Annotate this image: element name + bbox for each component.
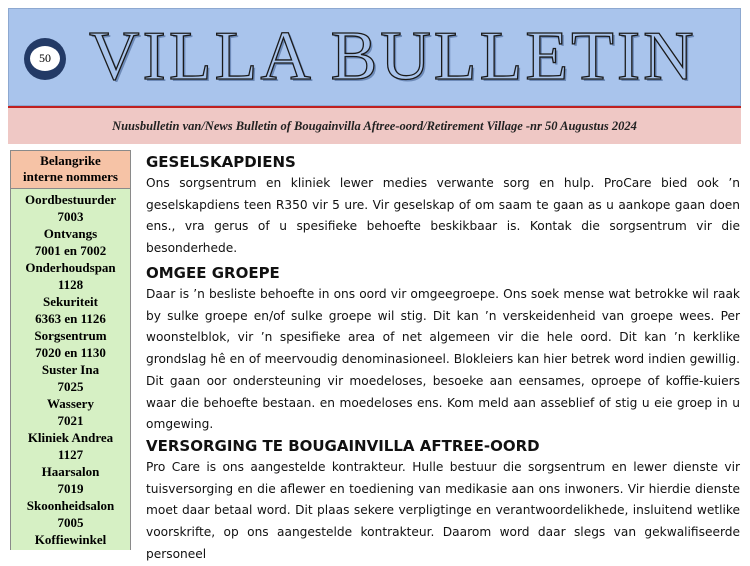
- section-body: Daar is ’n besliste behoefte in ons oord vir omgeegroepe. Ons soek mense wat betrokke wil raak by sulke groepe en/of sulke groepe wil stig. Dit kan ’n verskeidenheid van groepe wees. Per woonstelblok, vir ’n spesifieke area of net algemeen vir die hele oord. Dit kan ’n kerklike grondslag hê en of meervoudig denominasioneel. Blokleiers kan hier betrek word indien gewillig. Dit gaan oor ondersteuning vir moedeloses, besoeke aan eensames, oproepe of koffie-kuiers waar die behoefte bestaan. en moedeloses ens. Kom meld aan asseblief of stig u eie groep in u omgewing.: [146, 287, 740, 432]
- issue-badge: [24, 38, 66, 80]
- contact-name: Oordbestuurder: [25, 192, 116, 207]
- contact-name: Onderhoudspan: [25, 260, 116, 275]
- contact-name: Kliniek Andrea: [27, 430, 114, 445]
- bulletin-subtitle: Nuusbulletin van/News Bulletin of Bougainvilla Aftree-oord/Retirement Village -nr 50 Augustus 2024: [112, 118, 637, 133]
- masthead: [8, 8, 741, 106]
- contact-number: 7005: [57, 515, 84, 530]
- contact-number: 7019: [57, 481, 84, 496]
- contact-number: 7021: [57, 413, 84, 428]
- contact-name: Sekuriteit: [43, 294, 98, 309]
- section-care-services: [146, 436, 740, 566]
- bulletin-title: VILLA BULLETIN: [89, 18, 697, 95]
- main-content: [146, 150, 740, 561]
- section-heading: GESELSKAPDIENS: [146, 153, 296, 171]
- contact-list: [11, 189, 130, 548]
- section-care-groups: [146, 263, 740, 436]
- sidebar-heading-line2: interne nommers: [23, 169, 118, 184]
- section-heading: OMGEE GROEPE: [146, 264, 280, 282]
- section-body: Pro Care is ons aangestelde kontrakteur. Hulle bestuur die sorgsentrum en lewer dienste vir tuisversorging en die aflewer en toediening van medikasie aan ons inwoners. Vir hierdie dienste moet daar betaal word. Dit plaas sekere verpligtinge en verantwoordelikhede, insluitend wetlike voorskrifte, op ons aangestelde kontrakteur. Daarom word daar slegs van gekwalifiseerde personeel: [146, 460, 740, 561]
- contact-number: 6363 en 1126: [35, 311, 106, 326]
- section-companionship: [146, 152, 740, 260]
- contact-name: Skoonheidsalon: [26, 498, 115, 513]
- contact-number: 1128: [57, 277, 84, 292]
- contact-name: Koffiewinkel: [34, 532, 107, 547]
- subtitle-bar: [8, 108, 741, 144]
- sidebar-heading-line1: Belangrike: [40, 153, 101, 168]
- important-numbers-sidebar: [10, 150, 131, 550]
- contact-name: Haarsalon: [41, 464, 100, 479]
- contact-name: Wassery: [47, 396, 94, 411]
- contact-number: 1127: [57, 447, 84, 462]
- contact-name: Suster Ina: [41, 362, 100, 377]
- section-heading: VERSORGING TE BOUGAINVILLA AFTREE-OORD: [146, 437, 540, 455]
- contact-name: Ontvangs: [43, 226, 98, 241]
- contact-number: 7003: [57, 209, 84, 224]
- issue-number: 50: [30, 46, 60, 71]
- contact-number: 7001 en 7002: [34, 243, 107, 258]
- section-body: Ons sorgsentrum en kliniek lewer medies verwante sorg en hulp. ProCare bied ook ’n geselskapdiens teen R350 vir 5 ure. Vir geselskap of om saam te gaan as u aankope gaan doen ens., vra gerus of u spesifieke behoefte beskikbaar is. Kontak die sorgsentrum vir die besonderhede.: [146, 176, 740, 256]
- contact-number: 7025: [57, 379, 84, 394]
- contact-name: Sorgsentrum: [34, 328, 107, 343]
- contact-number: 7020 en 1130: [35, 345, 106, 360]
- sidebar-heading: [11, 151, 130, 189]
